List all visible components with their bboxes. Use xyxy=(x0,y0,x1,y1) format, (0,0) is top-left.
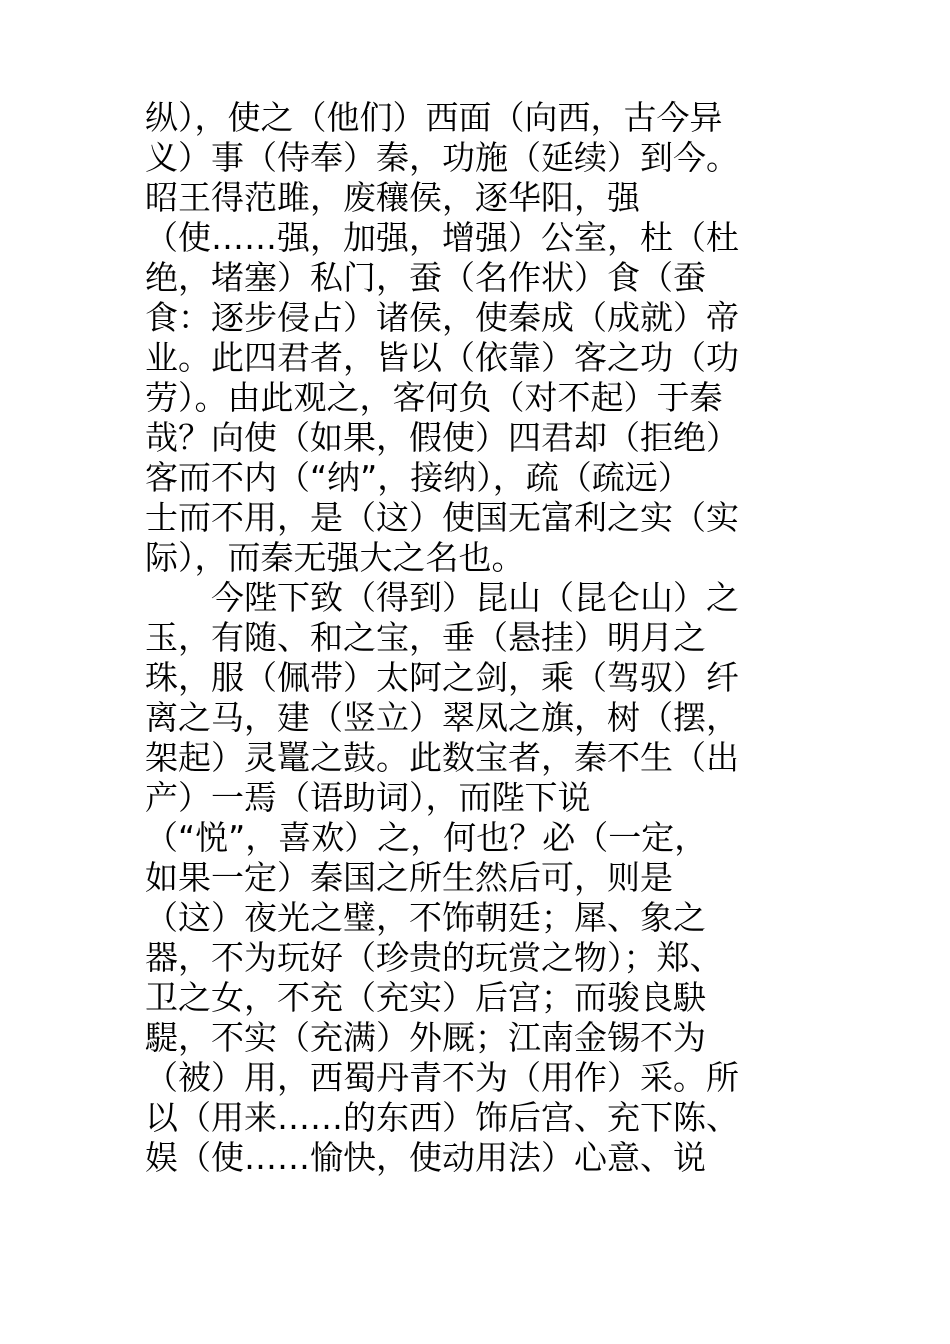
text-line-2: 义）事（侍奉）秦，功施（延续）到今。 xyxy=(145,138,739,177)
text-line-9: 哉？向使（如果，假使）四君却（拒绝） xyxy=(145,418,739,457)
text-line-20: 如果一定）秦国之所生然后可，则是 xyxy=(145,858,673,897)
text-line-1: 纵），使之（他们）西面（向西，古今异 xyxy=(145,98,723,137)
text-line-8: 劳）。由此观之，客何负（对不起）于秦 xyxy=(145,378,723,417)
text-line-5: 绝，堵塞）私门，蚕（名作状）食（蚕 xyxy=(145,258,706,297)
text-line-3: 昭王得范雎，废穰侯，逐华阳，强 xyxy=(145,178,640,217)
text-line-15: 珠，服（佩带）太阿之剑，乘（驾驭）纤 xyxy=(145,658,739,697)
text-line-26: 以（用来……的东西）饰后宫、充下陈、 xyxy=(145,1098,739,1137)
text-line-17: 架起）灵鼍之鼓。此数宝者，秦不生（出 xyxy=(145,738,739,777)
text-line-22: 器，不为玩好（珍贵的玩赏之物）；郑、 xyxy=(145,938,723,977)
text-line-6: 食：逐步侵占）诸侯，使秦成（成就）帝 xyxy=(145,298,739,337)
text-line-21: （这）夜光之璧，不饰朝廷；犀、象之 xyxy=(145,898,706,937)
text-line-13: 今陛下致（得到）昆山（昆仑山）之 xyxy=(145,578,739,617)
text-line-27: 娱（使……愉快，使动用法）心意、说 xyxy=(145,1138,706,1177)
text-line-16: 离之马，建（竖立）翠凤之旗，树（摆， xyxy=(145,698,739,737)
text-line-7: 业。此四君者，皆以（依靠）客之功（功 xyxy=(145,338,739,377)
text-line-24: 騠，不实（充满）外厩；江南金锡不为 xyxy=(145,1018,706,1057)
text-line-4: （使……强，加强，增强）公室，杜（杜 xyxy=(145,218,739,257)
text-line-25: （被）用，西蜀丹青不为（用作）采。所 xyxy=(145,1058,739,1097)
text-line-10: 客而不内（“纳”，接纳），疏（疏远） xyxy=(145,458,691,497)
text-line-19: （“悦”，喜欢）之，何也？必（一定， xyxy=(145,818,708,857)
text-line-18: 产）一焉（语助词），而陛下说 xyxy=(145,778,591,817)
text-line-23: 卫之女，不充（充实）后宫；而骏良駃 xyxy=(145,978,706,1017)
text-line-11: 士而不用，是（这）使国无富利之实（实 xyxy=(145,498,739,537)
text-line-14: 玉，有随、和之宝，垂（悬挂）明月之 xyxy=(145,618,706,657)
text-line-12: 际），而秦无强大之名也。 xyxy=(145,538,525,577)
body-text xyxy=(145,98,785,1178)
